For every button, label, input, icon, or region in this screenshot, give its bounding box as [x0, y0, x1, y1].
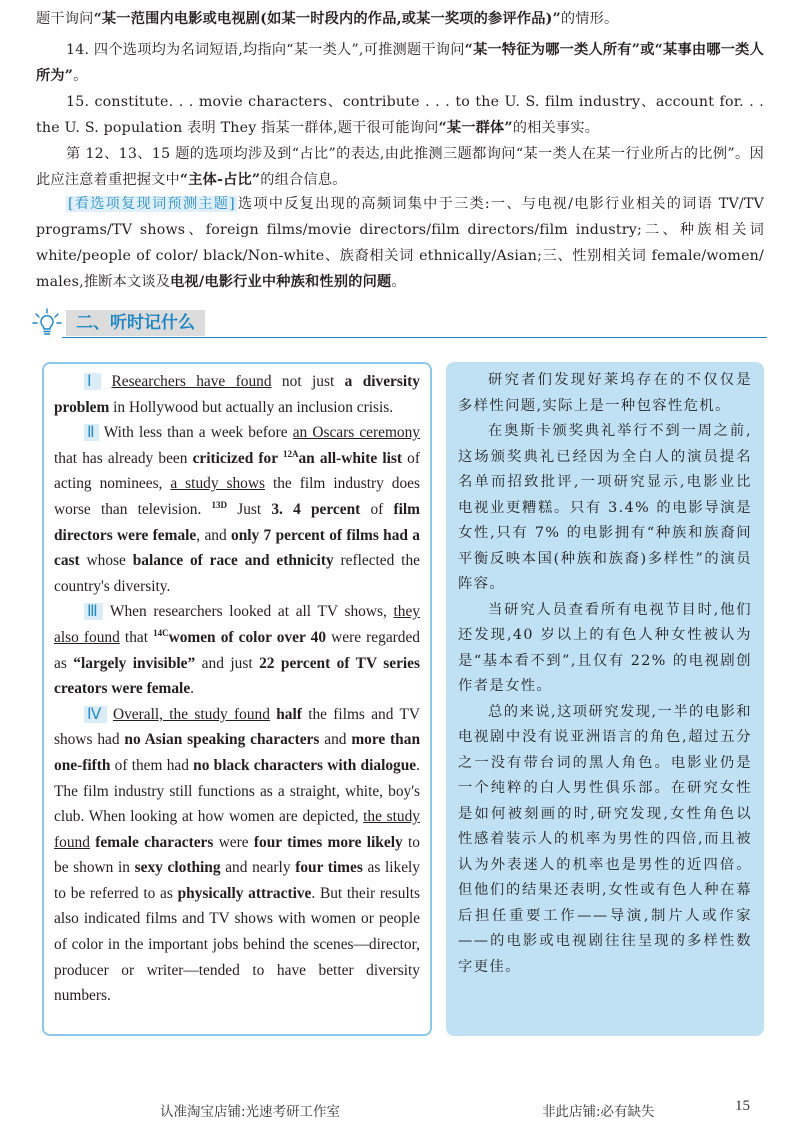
- key-phrase: 22 percent of TV series creators were female: [54, 654, 420, 698]
- key-phrase: more than one-fifth: [54, 731, 420, 774]
- underlined-phrase: Researchers have found: [111, 373, 272, 390]
- chinese-paragraph-2: 在奥斯卡颁奖典礼举行不到一周之前,这场颁奖典礼已经因为全白人的演员提名名单而招致批评,一项研究显示,电影业比电视业更糟糕。只有 3.4% 的电影导演是女性,只有 7% 的电影拥有“种族和族裔间平衡反映本国(种族和族裔)多样性”的演员阵容。: [458, 423, 752, 592]
- text: , and: [196, 526, 231, 544]
- text: of them had: [110, 756, 194, 774]
- paragraph-number: Ⅲ: [84, 603, 103, 620]
- chinese-paragraph-1: 研究者们发现好莱坞存在的不仅仅是多样性问题,实际上是一种包容性危机。: [458, 372, 752, 414]
- section-heading: [32, 308, 767, 338]
- question-marker: 12A: [282, 448, 299, 459]
- text: When researchers looked at all TV shows,: [109, 603, 394, 621]
- english-passage: [42, 362, 432, 1036]
- page-number: 15: [735, 1098, 750, 1114]
- topic-bold: 电视/电影行业中种族和性别的问题: [170, 274, 392, 290]
- footer-warning: 非此店铺:必有缺失: [542, 1104, 655, 1120]
- q14-analysis: [36, 37, 764, 89]
- key-phrase: sexy clothing: [134, 859, 221, 877]
- key-phrase: 3. 4 percent: [271, 500, 361, 518]
- key-phrase: no Asian speaking characters: [124, 731, 320, 749]
- text: of acting nominees,: [54, 449, 420, 493]
- text: and: [319, 731, 352, 749]
- underlined-phrase: the study found: [54, 808, 420, 851]
- proportion-text: 第 12、13、15 题的选项均涉及到“占比”的表达,由此推测三题都询问“某一类人在某一行业所占的比例”。因此应注意着重把握文中: [36, 146, 764, 188]
- q15-bold: “某一群体”: [438, 120, 513, 136]
- text: .: [190, 680, 195, 698]
- q14-text: 。: [73, 68, 88, 84]
- text: not just: [271, 373, 345, 390]
- proportion-analysis: [36, 141, 764, 193]
- key-phrase: film directors were female: [54, 500, 420, 544]
- q14-text: 14. 四个选项均为名词短语,均指向“某一类人”,可推测题干询问: [66, 42, 465, 58]
- intro-text: 的情形。: [560, 11, 619, 27]
- english-paragraph-2: [54, 420, 420, 599]
- topic-tag: [看选项复现词预测主题]: [68, 196, 235, 212]
- key-phrase: four times: [295, 859, 363, 877]
- topic-text: 选项中反复出现的高频词集中于三类:一、与电视/电影行业相关的词语 TV/TV programs/TV shows、foreign films/movie directors/film directors/film industry;二、种族相关词 white/people of color/ black/Non-white、族裔相关词 ethnically/Asian;三、性别相关词 female/women/ males,推断本文谈及: [36, 196, 764, 290]
- q14-bold: “某一特征为哪一类人所有”或“某事由哪一类人所为”: [36, 42, 764, 84]
- q15-analysis: [36, 89, 764, 141]
- question-marker: 13D: [211, 499, 228, 510]
- text: that has already been: [54, 449, 193, 467]
- text: were: [213, 833, 254, 851]
- text: whose: [79, 552, 133, 570]
- key-phrase: a diversity problem: [54, 373, 420, 416]
- key-phrase: “largely invisible”: [73, 654, 196, 672]
- underlined-phrase: Overall, the study found: [112, 705, 270, 723]
- section-title: 二、听时记什么: [66, 310, 205, 336]
- key-phrase: criticized for: [192, 449, 283, 467]
- footer-shop-note: 认准淘宝店铺:光速考研工作室: [160, 1104, 341, 1120]
- text: were regarded as: [54, 628, 420, 672]
- text: of: [360, 500, 394, 518]
- lightbulb-icon: [32, 308, 62, 338]
- text: and just: [195, 654, 260, 672]
- underlined-phrase: an Oscars ceremony: [292, 424, 421, 442]
- text: . But their results also indicated films and TV shows with women or people of color in the important jobs behind the scenes—director, producer or writer—tended to have better diversity numbers.: [54, 884, 421, 1005]
- q15-text: 的相关事实。: [512, 120, 600, 136]
- text: as likely to be referred to as: [54, 859, 421, 902]
- text: and nearly: [220, 859, 296, 877]
- intro-text: 题干询问: [36, 11, 94, 27]
- intro-bold: “某一范围内电影或电视剧(如某一时段内的作品,或某一奖项的参评作品)”: [93, 11, 561, 27]
- topic-text: 。: [391, 274, 406, 290]
- text: the film industry does worse than television.: [54, 475, 420, 518]
- text: the films and TV shows had: [54, 705, 420, 749]
- chinese-paragraph-3: 当研究人员查看所有电视节目时,他们还发现,40 岁以上的有色人种女性被认为是“基本看不到”,且仅有 22% 的电视剧创作者是女性。: [458, 601, 752, 694]
- text: to be shown in: [54, 833, 420, 877]
- intro-line1: [36, 6, 764, 32]
- english-paragraph-4: [54, 702, 420, 1009]
- chinese-paragraph-4: 总的来说,这项研究发现,一半的电影和电视剧中没有说亚洲语言的角色,超过五分之一没有带台词的黑人角色。电影业仍是一个纯粹的白人男性俱乐部。在研究女性是如何被刻画的时,研究发现,女性角色以性感着装示人的机率为男性的四倍,而且被认为外表迷人的机率也是男性的近四倍。但他们的结果还表明,女性或有色人种在幕后担任重要工作——导演,制片人或作家——的电影或电视剧往往呈现的多样性数字更佳。: [458, 703, 752, 975]
- proportion-text: 的组合信息。: [260, 172, 347, 188]
- topic-prediction: [36, 191, 764, 295]
- proportion-bold: “主体-占比”: [179, 172, 261, 188]
- key-phrase: physically attractive: [177, 884, 312, 902]
- paragraph-number: Ⅱ: [84, 424, 99, 441]
- key-phrase: women of color over 40: [168, 628, 327, 646]
- paragraph-number: Ⅰ: [84, 373, 101, 390]
- key-phrase: balance of race and ethnicity: [132, 552, 334, 570]
- english-paragraph-3: [54, 599, 420, 701]
- text: . The film industry still functions as a straight, white, boy's club. When looking at how women are depicted,: [54, 756, 420, 826]
- key-phrase: half: [276, 705, 302, 723]
- key-phrase: no black characters with dialogue: [193, 756, 417, 774]
- heading-rule: [62, 337, 767, 338]
- text: in Hollywood but actually an inclusion crisis.: [109, 398, 394, 416]
- key-phrase: four times more likely: [253, 833, 403, 851]
- question-marker: 14C: [153, 627, 169, 638]
- key-phrase: female characters: [95, 833, 214, 851]
- key-phrase: an all-white list: [298, 449, 402, 467]
- underlined-phrase: a study shows: [170, 475, 265, 493]
- text: With less than a week before: [103, 424, 293, 442]
- text: that: [119, 628, 154, 646]
- underlined-phrase: they also found: [54, 603, 420, 646]
- text: reflected the country's diversity.: [54, 552, 420, 595]
- key-phrase: only 7 percent of films had a cast: [54, 526, 421, 570]
- chinese-translation: [446, 362, 764, 1036]
- english-paragraph-1: [54, 369, 420, 420]
- q15-text: 15. constitute. . . movie characters、contribute . . . to the U. S. film industry、account for. . . the U. S. population 表明 They 指某一群体,题干很可能询问: [36, 94, 764, 136]
- text: Just: [227, 500, 272, 518]
- paragraph-number: Ⅳ: [84, 706, 107, 723]
